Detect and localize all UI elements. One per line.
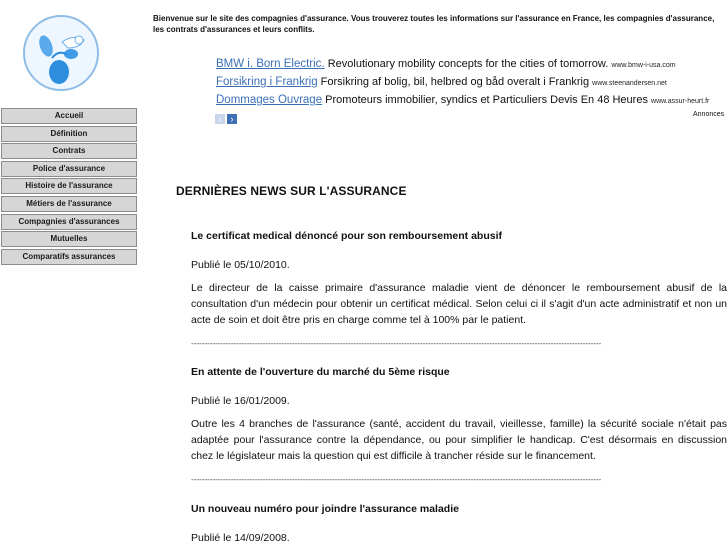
ad-url[interactable]: www.bmw-i-usa.com	[611, 62, 676, 69]
article-title[interactable]: Le certificat medical dénoncé pour son remboursement abusif	[191, 230, 502, 242]
article-title[interactable]: Un nouveau numéro pour joindre l'assurance maladie	[191, 503, 459, 515]
nav-item-histoire[interactable]: Histoire de l'assurance	[1, 178, 137, 194]
ad-description: Promoteurs immobilier, syndics et Particuliers Devis En 48 Heures	[325, 94, 648, 106]
ad-description: Forsikring af bolig, bil, helbred og båd overalt i Frankrig	[320, 76, 590, 88]
site-logo[interactable]	[22, 14, 100, 92]
ad-description: Revolutionary mobility concepts for the cities of tomorrow.	[327, 58, 609, 70]
nav-item-comparatifs[interactable]: Comparatifs assurances	[1, 249, 137, 265]
chevron-left-icon[interactable]: ‹	[215, 114, 225, 124]
ad-link[interactable]: Dommages Ouvrage	[216, 94, 323, 106]
main-navigation	[1, 108, 137, 266]
article-date: Publié le 16/01/2009.	[191, 395, 290, 407]
ad-link[interactable]: Forsikring i Frankrig	[216, 76, 318, 88]
nav-item-police[interactable]: Police d'assurance	[1, 161, 137, 177]
article-separator: ----------------------------------------------------------------------------------------------------------------------------------------------------------	[191, 475, 602, 484]
ad-item	[216, 76, 667, 90]
ad-link[interactable]: BMW i. Born Electric.	[216, 58, 325, 70]
news-heading: DERNIÈRES NEWS SUR L'ASSURANCE	[176, 184, 407, 198]
nav-item-compagnies[interactable]: Compagnies d'assurances	[1, 214, 137, 230]
welcome-message: Bienvenue sur le site des compagnies d'assurance. Vous trouverez toutes les informations sur l'assurance en France, les compagnies d'assurance, les contrats d'assurances et leurs conflits.	[153, 14, 715, 34]
article-date: Publié le 05/10/2010.	[191, 259, 290, 271]
ad-item	[216, 58, 676, 72]
nav-item-metiers[interactable]: Métiers de l'assurance	[1, 196, 137, 212]
nav-item-definition[interactable]: Définition	[1, 126, 137, 142]
chevron-right-icon[interactable]: ›	[227, 114, 237, 124]
ad-item	[216, 94, 709, 108]
article-title[interactable]: En attente de l'ouverture du marché du 5ème risque	[191, 366, 450, 378]
article-body: Le directeur de la caisse primaire d'assurance maladie vient de dénoncer le remboursement abusif de la consultation d'un médecin pour obtenir un certificat médical. Selon celui ci il s'agit d'un acte administratif et non un acte de soin et doit être pris en charge comme tel à 100% par le patient.	[191, 282, 727, 326]
ads-label[interactable]: Annonces	[693, 111, 725, 118]
nav-item-mutuelles[interactable]: Mutuelles	[1, 231, 137, 247]
article-body: Outre les 4 branches de l'assurance (santé, accident du travail, vieillesse, famille) la sécurité sociale n'était pas adaptée pour l'assurance contre la dépendance, ou pour simplifier le handicap. C'est désormais en discussion chez le législateur mais la question qui est difficile à trancher réside sur le financement.	[191, 418, 727, 462]
ad-url[interactable]: www.assur-heurt.fr	[651, 98, 710, 105]
ad-url[interactable]: www.steenandersen.net	[592, 80, 667, 87]
ads-pager	[215, 109, 239, 124]
article-separator: ----------------------------------------------------------------------------------------------------------------------------------------------------------	[191, 339, 602, 348]
nav-item-accueil[interactable]: Accueil	[1, 108, 137, 124]
article-date: Publié le 14/09/2008.	[191, 532, 290, 544]
nav-item-contrats[interactable]: Contrats	[1, 143, 137, 159]
